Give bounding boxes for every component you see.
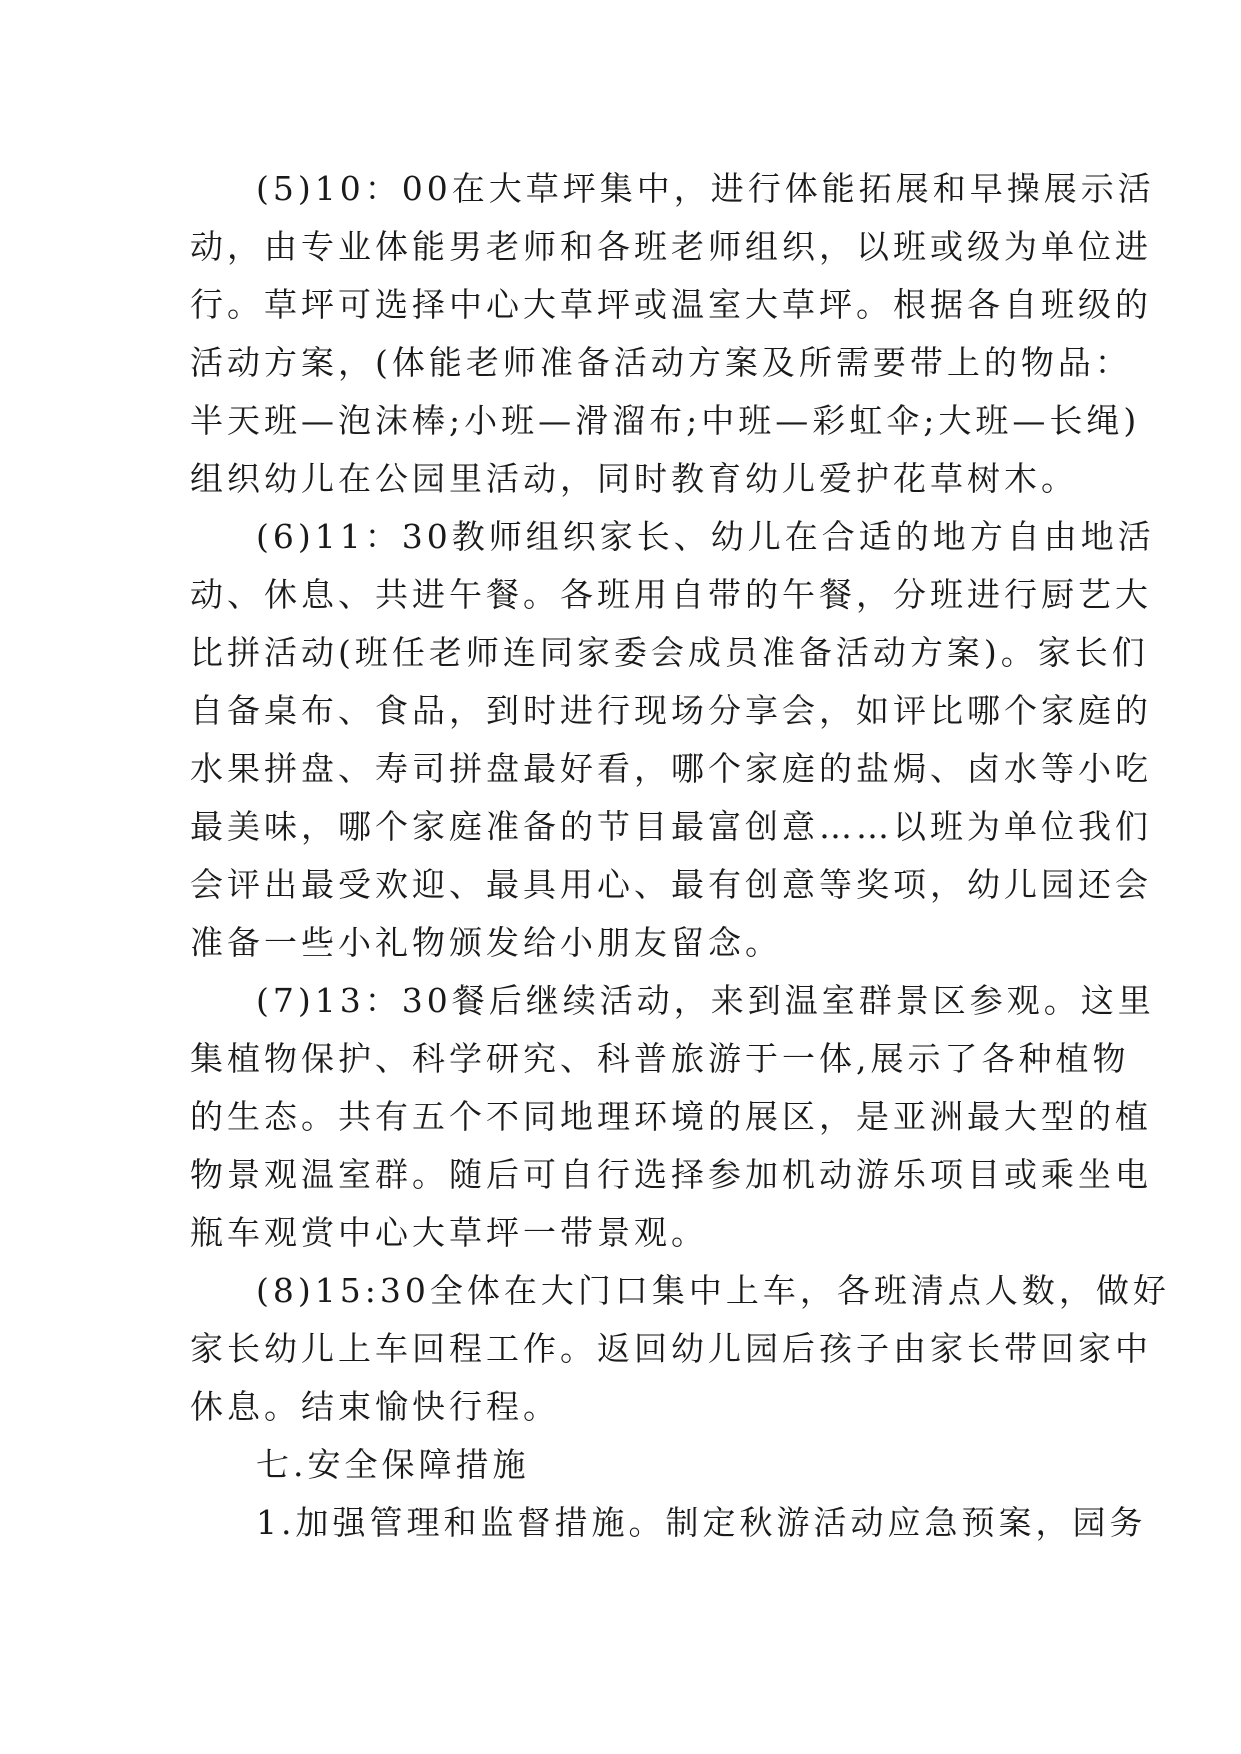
document-body (190, 160, 1170, 1552)
text-line: 物景观温室群。随后可自行选择参加机动游乐项目或乘坐电 (190, 1155, 1152, 1194)
section-heading-safety (190, 1436, 1050, 1494)
text-line: 家长幼儿上车回程工作。返回幼儿园后孩子由家长带回家中 (190, 1329, 1152, 1368)
text-line: 动，由专业体能男老师和各班老师组织，以班或级为单位进 (190, 227, 1152, 266)
text-line: 集植物保护、科学研究、科普旅游于一体,展示了各种植物 (190, 1039, 1130, 1078)
text-line: (5)10：00在大草坪集中，进行体能拓展和早操展示活 (256, 169, 1155, 208)
text-line: 半天班—泡沫棒;小班—滑溜布;中班—彩虹伞;大班—长绳) (190, 401, 1141, 440)
paragraph-8 (190, 1262, 1170, 1436)
paragraph-6 (190, 508, 1155, 972)
text-line: 自备桌布、食品，到时进行现场分享会，如评比哪个家庭的 (190, 691, 1152, 730)
text-line: 组织幼儿在公园里活动，同时教育幼儿爱护花草树木。 (190, 459, 1078, 498)
text-line: (8)15:30全体在大门口集中上车，各班清点人数，做好 (256, 1271, 1170, 1310)
text-line: 休息。结束愉快行程。 (190, 1387, 560, 1426)
heading-line: 七.安全保障措施 (256, 1445, 530, 1484)
text-line: 准备一些小礼物颁发给小朋友留念。 (190, 923, 782, 962)
paragraph-safety-item-1 (190, 1494, 1147, 1552)
text-line: (6)11：30教师组织家长、幼儿在合适的地方自由地活 (256, 517, 1155, 556)
text-line: 1.加强管理和监督措施。制定秋游活动应急预案，园务 (256, 1503, 1147, 1542)
text-line: 动、休息、共进午餐。各班用自带的午餐，分班进行厨艺大 (190, 575, 1152, 614)
paragraph-7 (190, 972, 1155, 1262)
text-line: 最美味，哪个家庭准备的节目最富创意……以班为单位我们 (190, 807, 1152, 846)
text-line: (7)13：30餐后继续活动，来到温室群景区参观。这里 (256, 981, 1155, 1020)
text-line: 活动方案，(体能老师准备活动方案及所需要带上的物品： (190, 343, 1132, 382)
text-line: 瓶车观赏中心大草坪一带景观。 (190, 1213, 708, 1252)
text-line: 的生态。共有五个不同地理环境的展区，是亚洲最大型的植 (190, 1097, 1152, 1136)
text-line: 行。草坪可选择中心大草坪或温室大草坪。根据各自班级的 (190, 285, 1152, 324)
paragraph-5 (190, 160, 1155, 508)
text-line: 比拼活动(班任老师连同家委会成员准备活动方案)。家长们 (190, 633, 1149, 672)
text-line: 会评出最受欢迎、最具用心、最有创意等奖项，幼儿园还会 (190, 865, 1152, 904)
text-line: 水果拼盘、寿司拼盘最好看，哪个家庭的盐焗、卤水等小吃 (190, 749, 1152, 788)
